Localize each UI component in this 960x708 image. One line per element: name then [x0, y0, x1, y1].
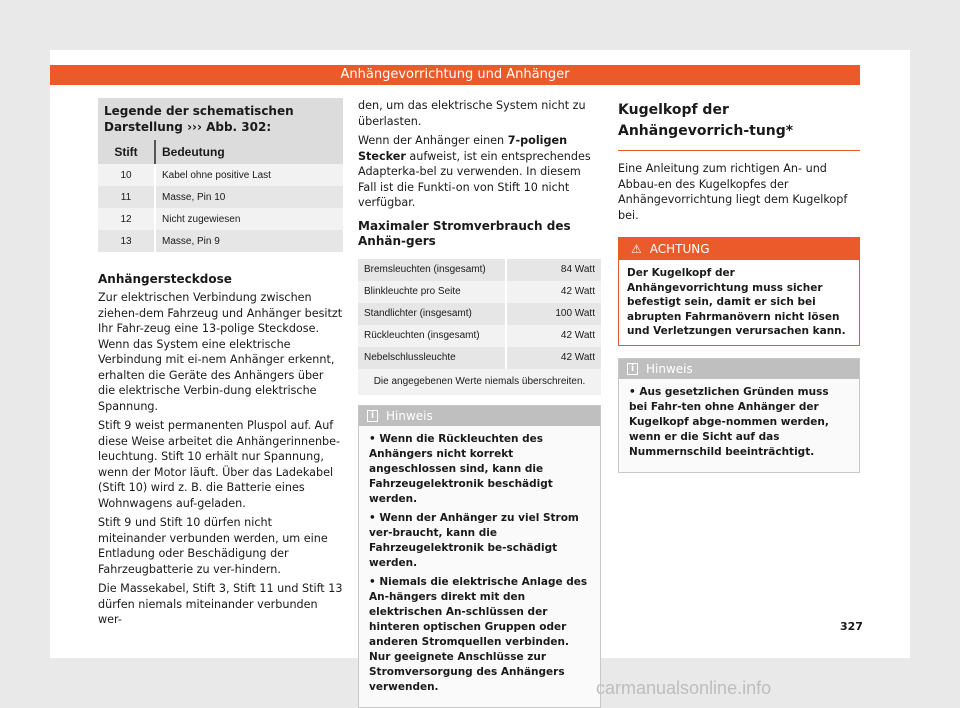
table-row	[98, 164, 343, 186]
meaning-cell: Nicht zugewiesen	[155, 208, 343, 230]
hint-box	[358, 405, 601, 708]
list-item: • Niemals die elektrische Anlage des An-hängers direkt mit den elektrischen An-schlüssen der hinteren optischen Gruppen oder anderen Stromquellen verbinden. Nur geeignete Anschlüsse zur Stromversorgung des Anhängers verwenden.	[369, 575, 588, 693]
power-value: 42 Watt	[506, 325, 601, 347]
hint-header	[359, 406, 600, 426]
chapter-header: Anhängevorrichtung und Anhänger	[50, 65, 860, 85]
meaning-cell: Masse, Pin 9	[155, 230, 343, 252]
hint-body	[619, 379, 859, 472]
text-span: Wenn der Anhänger einen	[358, 134, 508, 147]
table-row	[358, 281, 601, 303]
power-value: 42 Watt	[506, 281, 601, 303]
list-item: • Aus gesetzlichen Gründen muss bei Fahr-ten ohne Anhänger der Kugelkopf abge-nommen werden, wenn er die Sicht auf das Nummernschild beeinträchtigt.	[629, 385, 829, 458]
hint-title: Hinweis	[386, 408, 433, 423]
power-value: 100 Watt	[506, 303, 601, 325]
hint-body	[359, 426, 600, 707]
legend-title: Legende der schematischen Darstellung ››› Abb. 302:	[98, 98, 343, 140]
table-row	[98, 186, 343, 208]
warning-text: Der Kugelkopf der Anhängevorrichtung muss sicher befestigt sein, damit er sich bei abrupten Fahrmanövern nicht lösen und Verletzungen verursachen kann.	[627, 267, 846, 337]
power-table	[358, 259, 601, 395]
power-heading: Maximaler Stromverbrauch des Anhän-gers	[358, 218, 571, 248]
power-label: Standlichter (insgesamt)	[358, 303, 506, 325]
hint-text: Wenn die Rückleuchten des Anhängers nicht korrekt angeschlossen sind, kann die Fahrzeugelektronik beschädigt werden.	[369, 432, 553, 505]
warning-box	[618, 237, 860, 346]
paragraph: Stift 9 und Stift 10 dürfen nicht miteinander verbunden werden, um eine Entladung oder Beschädigung der Fahrzeugbatterie zu ver-hindern.	[98, 516, 328, 576]
paragraph: Zur elektrischen Verbindung zwischen ziehen-dem Fahrzeug und Anhänger besitzt Ihr Fahr-zeug eine 13-polige Steckdose. Wenn das System eine elektrische Verbindung mit ei-nem Anhänger erkennt, erhalten die Geräte des Anhängers über die elektrische Verbin-dung elektrische Spannung.	[98, 291, 343, 413]
paragraph	[358, 133, 601, 211]
hint-box	[618, 358, 860, 473]
bold-term: 7-poligen Stecker	[358, 134, 568, 163]
warning-title: ACHTUNG	[649, 242, 710, 256]
pin-cell: 12	[98, 208, 155, 230]
pin-cell: 13	[98, 230, 155, 252]
meaning-cell: Masse, Pin 10	[155, 186, 343, 208]
meaning-cell: Kabel ohne positive Last	[155, 164, 343, 186]
section-heading-socket: Anhängersteckdose	[98, 272, 232, 286]
table-row	[358, 347, 601, 369]
col-header-meaning: Bedeutung	[155, 140, 343, 164]
column-right	[618, 98, 860, 473]
column-middle	[358, 98, 601, 708]
power-label: Nebelschlussleuchte	[358, 347, 506, 369]
pin-cell: 10	[98, 164, 155, 186]
col-header-pin: Stift	[98, 140, 155, 164]
warning-header	[619, 238, 859, 260]
power-label: Rückleuchten (insgesamt)	[358, 325, 506, 347]
table-row	[358, 259, 601, 281]
paragraph: Stift 9 weist permanenten Pluspol auf. Auf diese Weise arbeitet die Anhängerinnenbe-leuchtung. Stift 10 erhält nur Spannung, wenn der Motor läuft. Über das Ladekabel (Stift 10) wird z. B. die Batterie eines Wohnwagens auf-geladen.	[98, 419, 341, 510]
info-icon: i	[367, 410, 378, 422]
power-label: Bremsleuchten (insgesamt)	[358, 259, 506, 281]
power-value: 42 Watt	[506, 347, 601, 369]
hint-text: Wenn der Anhänger zu viel Strom ver-braucht, kann die Fahrzeugelektronik be-schädigt werden.	[369, 511, 579, 569]
watermark: carmanualsonline.info	[596, 678, 772, 698]
list-item: • Wenn die Rückleuchten des Anhängers nicht korrekt angeschlossen sind, kann die Fahrzeugelektronik beschädigt werden.	[369, 432, 553, 505]
hint-header	[619, 359, 859, 379]
paragraph: Eine Anleitung zum richtigen An- und Abbau-en des Kugelkopfes der Anhängevorrichtung liegt dem Kugelkopf bei.	[618, 162, 848, 222]
section-title-ball-head: Kugelkopf der Anhängevorrich-tung*	[618, 98, 860, 151]
table-row	[358, 325, 601, 347]
column-left	[98, 98, 343, 632]
paragraph: den, um das elektrische System nicht zu überlasten.	[358, 99, 586, 128]
pin-legend-table	[98, 140, 343, 252]
hint-text: Aus gesetzlichen Gründen muss bei Fahr-ten ohne Anhänger der Kugelkopf abge-nommen werden, wenn er die Sicht auf das Nummernschild beeinträchtigt.	[629, 385, 829, 458]
table-row	[358, 303, 601, 325]
table-row	[98, 230, 343, 252]
table-row	[98, 208, 343, 230]
power-note: Die angegebenen Werte niemals überschreiten.	[358, 369, 601, 395]
list-item: • Wenn der Anhänger zu viel Strom ver-braucht, kann die Fahrzeugelektronik be-schädigt werden.	[369, 511, 579, 569]
power-label: Blinkleuchte pro Seite	[358, 281, 506, 303]
page-number: 327	[840, 620, 863, 633]
hint-text: Niemals die elektrische Anlage des An-hängers direkt mit den elektrischen An-schlüssen der hinteren optischen Gruppen oder anderen Stromquellen verbinden. Nur geeignete Anschlüsse zur Stromversorgung des Anhängers verwenden.	[369, 575, 588, 693]
paragraph: Die Massekabel, Stift 3, Stift 11 und Stift 13 dürfen niemals miteinander verbunden wer-	[98, 582, 343, 626]
hint-title: Hinweis	[646, 361, 693, 376]
info-icon: i	[627, 363, 638, 375]
text-span: aufweist, ist ein entsprechendes Adapterka-bel zu verwenden. In diesem Fall ist die Funkti-on von Stift 10 nicht verfügbar.	[358, 149, 591, 209]
warning-triangle-icon: ⚠	[631, 242, 642, 256]
power-value: 84 Watt	[506, 259, 601, 281]
table-row	[358, 369, 601, 395]
pin-cell: 11	[98, 186, 155, 208]
